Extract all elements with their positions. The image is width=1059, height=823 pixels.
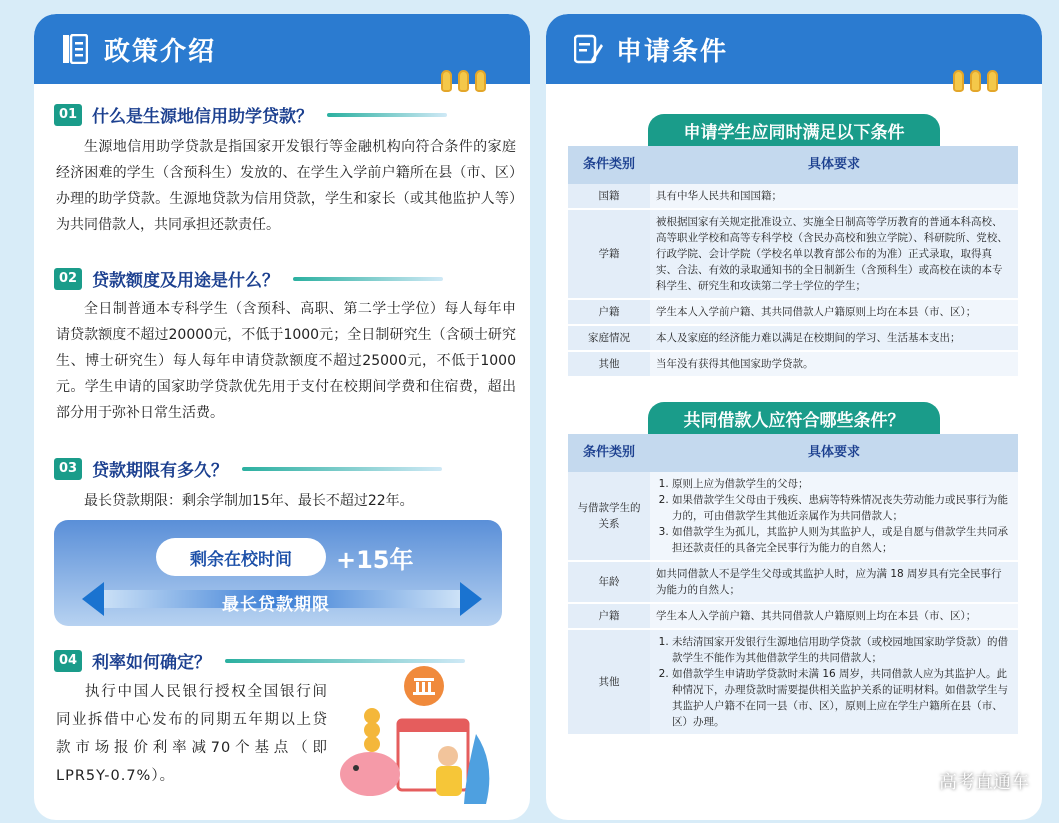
row-requirement: 如共同借款人不是学生父母或其监护人时，应为满 18 周岁具有完全民事行为能力的自然人； — [650, 561, 1018, 603]
section-number: 01 — [54, 104, 82, 126]
row-category: 户籍 — [568, 603, 650, 629]
row-category: 与借款学生的关系 — [568, 472, 650, 561]
row-requirement — [650, 472, 1018, 561]
table-row — [568, 472, 1018, 561]
arrow-right-icon — [460, 582, 482, 616]
list-item: 1. 未结清国家开发银行生源地信用助学贷款（或校园地国家助学贷款）的借款学生不能作为其他借款学生的共同借款人； — [672, 634, 1012, 666]
student-conditions-table — [568, 146, 1018, 378]
section-number: 04 — [54, 650, 82, 672]
list-item: 3. 如借款学生为孤儿，其监护人则为其监护人，或是自愿与借款学生共同承担还款责任的具备完全民事行为能力的自然人； — [672, 524, 1012, 556]
table-row — [568, 209, 1018, 299]
conditions-panel — [546, 14, 1042, 820]
section-title: 利率如何确定？ — [92, 653, 211, 673]
row-category: 其他 — [568, 351, 650, 377]
list-item: 1. 原则上应为借款学生的父母； — [672, 476, 1012, 492]
table-header-row — [568, 434, 1018, 472]
row-requirement: 学生本人入学前户籍、其共同借款人户籍原则上均在本县（市、区）； — [650, 299, 1018, 325]
row-requirement: 学生本人入学前户籍、其共同借款人户籍原则上均在本县（市、区）； — [650, 603, 1018, 629]
section-number: 03 — [54, 458, 82, 480]
bulbs-decoration — [953, 70, 998, 92]
list-item: 2. 如借款学生申请助学贷款时未满 16 周岁，共同借款人应为其监护人。此种情况下，办理贷款时需要提供相关监护关系的证明材料。如借款学生与其监护人户籍不在同一县（市、区），原则上应在学生户籍所在县（市、区）办理。 — [672, 666, 1012, 730]
section-02-text: 全日制普通本专科学生（含预科、高职、第二学士学位）每人每年申请贷款额度不超过20000元，不低于1000元；全日制研究生（含硕士研究生、博士研究生）每人每年申请贷款额度不超过25000元，不低于1000元。学生申请的国家助学贷款优先用于支付在校期间学费和住宿费，超出部分用于弥补日常生活费。 — [56, 301, 516, 421]
section-title: 贷款期限有多久？ — [92, 461, 228, 481]
table-row — [568, 629, 1018, 735]
table-row — [568, 299, 1018, 325]
row-requirement: 当年没有获得其他国家助学贷款。 — [650, 351, 1018, 377]
section-04-text: 执行中国人民银行授权全国银行间同业拆借中心发布的同期五年期以上贷款市场报价利率减70个基点（即LPR5Y-0.7%）。 — [56, 684, 328, 784]
row-requirement: 具有中华人民共和国国籍； — [650, 184, 1018, 209]
section-02-heading — [54, 266, 443, 291]
conditions-header — [546, 14, 1042, 84]
policy-panel — [34, 14, 530, 820]
section-divider — [327, 113, 447, 117]
coborrower-conditions-table — [568, 434, 1018, 736]
row-category: 国籍 — [568, 184, 650, 209]
policy-header — [34, 14, 530, 84]
row-category: 家庭情况 — [568, 325, 650, 351]
plus-15-years: +15年 — [336, 546, 414, 574]
row-category: 其他 — [568, 629, 650, 735]
section-divider — [293, 277, 443, 281]
section-03-text: 最长贷款期限：剩余学制加15年、最长不超过22年。 — [84, 493, 414, 509]
row-requirement: 被根据国家有关规定批准设立、实施全日制高等学历教育的普通本科高校、高等职业学校和高等专科学校（含民办高校和独立学院）、科研院所、党校、行政学院、会计学院（学校名单以教育部公布的为准）正式录取，取得真实、合法、有效的录取通知书的全日制新生（含预科生）或高校在读的本专科学生、研究生和攻读第二学士学位的学生； — [650, 209, 1018, 299]
col-requirement: 具体要求 — [650, 434, 1018, 472]
table-row — [568, 325, 1018, 351]
list-item: 2. 如果借款学生父母由于残疾、患病等特殊情况丧失劳动能力或民事行为能力的，可由借款学生其他近亲属作为共同借款人； — [672, 492, 1012, 524]
document-icon — [62, 34, 88, 64]
edit-document-icon — [574, 34, 600, 64]
section-01-heading — [54, 102, 447, 127]
table-header-row — [568, 146, 1018, 184]
col-requirement: 具体要求 — [650, 146, 1018, 184]
table-row — [568, 184, 1018, 209]
coborrower-conditions-title: 共同借款人应符合哪些条件？ — [648, 402, 940, 434]
section-number: 02 — [54, 268, 82, 290]
row-requirement: 本人及家庭的经济能力难以满足在校期间的学习、生活基本支出； — [650, 325, 1018, 351]
section-title: 贷款额度及用途是什么？ — [92, 271, 279, 291]
row-category: 学籍 — [568, 209, 650, 299]
section-title: 什么是生源地信用助学贷款？ — [92, 107, 313, 127]
col-category: 条件类别 — [568, 146, 650, 184]
remaining-time-label: 剩余在校时间 — [156, 538, 326, 576]
section-01-text: 生源地信用助学贷款是指国家开发银行等金融机构向符合条件的家庭经济困难的学生（含预科生）发放的、在学生入学前户籍所在县（市、区）办理的助学贷款。生源地贷款为信用贷款，学生和家长（或其他监护人等）为共同借款人，共同承担还款责任。 — [56, 139, 516, 233]
watermark: 高考直通车 — [939, 772, 1029, 793]
table-row — [568, 561, 1018, 603]
row-category: 年龄 — [568, 561, 650, 603]
section-divider — [242, 467, 442, 471]
bank-piggy-illustration — [336, 664, 506, 809]
max-term-label: 最长贷款期限 — [222, 595, 330, 615]
table-row — [568, 351, 1018, 377]
row-category: 户籍 — [568, 299, 650, 325]
policy-title: 政策介绍 — [104, 36, 217, 67]
col-category: 条件类别 — [568, 434, 650, 472]
row-requirement — [650, 629, 1018, 735]
section-divider — [225, 659, 465, 663]
section-03-heading — [54, 456, 442, 481]
student-conditions-title: 申请学生应同时满足以下条件 — [648, 114, 940, 146]
table-row — [568, 603, 1018, 629]
conditions-title: 申请条件 — [616, 36, 729, 67]
bulbs-decoration — [441, 70, 486, 92]
arrow-left-icon — [82, 582, 104, 616]
loan-term-diagram — [54, 520, 502, 626]
